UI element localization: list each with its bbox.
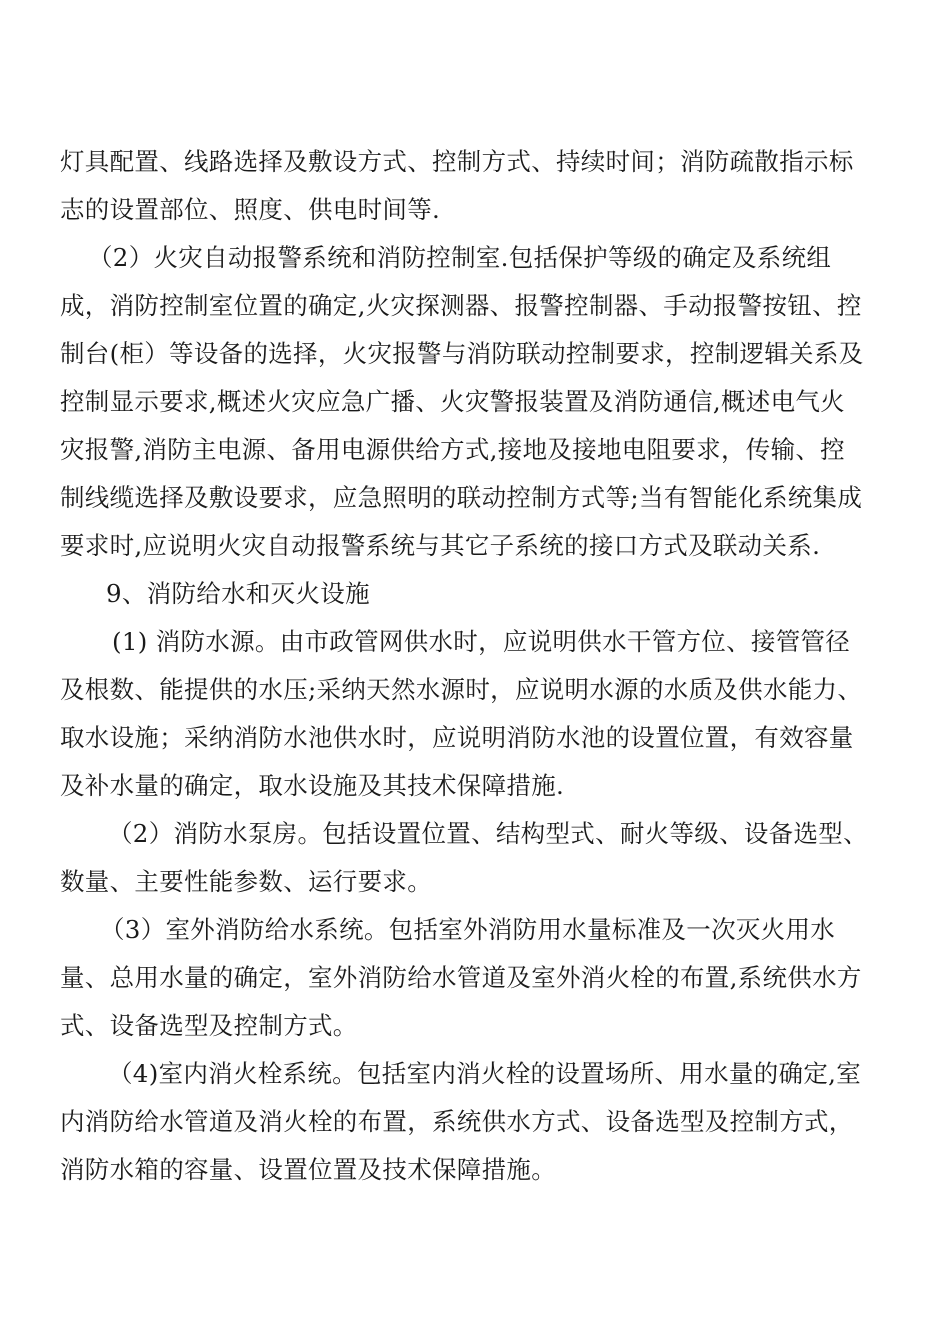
text-line: 数量、主要性能参数、运行要求。 xyxy=(60,867,432,896)
text-line: 灯具配置、线路选择及敷设方式、控制方式、持续时间；消防疏散指示标 xyxy=(60,147,854,176)
paragraph-heading-fire-alarm: （2）火灾自动报警系统和消防控制室.包括保护等级的确定及系统组 xyxy=(88,243,832,272)
text-line: 制线缆选择及敷设要求，应急照明的联动控制方式等;当有智能化系统集成 xyxy=(60,483,863,512)
text-line: 制台(柜）等设备的选择，火灾报警与消防联动控制要求，控制逻辑关系及 xyxy=(60,339,864,368)
paragraph-heading-water-source: (1) 消防水源。由市政管网供水时，应说明供水干管方位、接管管径 xyxy=(112,627,851,656)
text-line: 量、总用水量的确定，室外消防给水管道及室外消火栓的布置,系统供水方 xyxy=(60,963,862,992)
text-line: 及补水量的确定，取水设施及其技术保障措施. xyxy=(60,771,565,800)
section-heading-fire-water: 9、消防给水和灭火设施 xyxy=(106,579,370,608)
text-line: 成，消防控制室位置的确定,火灾探测器、报警控制器、手动报警按钮、控 xyxy=(60,291,862,320)
text-line: 控制显示要求,概述火灾应急广播、火灾警报装置及消防通信,概述电气火 xyxy=(60,387,845,416)
text-line: 式、设备选型及控制方式。 xyxy=(60,1011,358,1040)
text-line: 及根数、能提供的水压;采纳天然水源时，应说明水源的水质及供水能力、 xyxy=(60,675,863,704)
text-line: 消防水箱的容量、设置位置及技术保障措施。 xyxy=(60,1155,556,1184)
text-line: 灾报警,消防主电源、备用电源供给方式,接地及接地电阻要求，传输、控 xyxy=(60,435,845,464)
text-line: 内消防给水管道及消火栓的布置，系统供水方式、设备选型及控制方式， xyxy=(60,1107,854,1136)
paragraph-heading-indoor-hydrant: （4)室内消火栓系统。包括室内消火栓的设置场所、用水量的确定,室 xyxy=(108,1059,862,1088)
text-line: 志的设置部位、照度、供电时间等. xyxy=(60,195,441,224)
text-line: 取水设施；采纳消防水池供水时，应说明消防水池的设置位置，有效容量 xyxy=(60,723,854,752)
paragraph-heading-outdoor-water: （3）室外消防给水系统。包括室外消防用水量标准及一次灭火用水 xyxy=(100,915,836,944)
text-line: 要求时,应说明火灾自动报警系统与其它子系统的接口方式及联动关系. xyxy=(60,531,821,560)
paragraph-heading-pump-room: （2）消防水泵房。包括设置位置、结构型式、耐火等级、设备选型、 xyxy=(108,819,868,848)
